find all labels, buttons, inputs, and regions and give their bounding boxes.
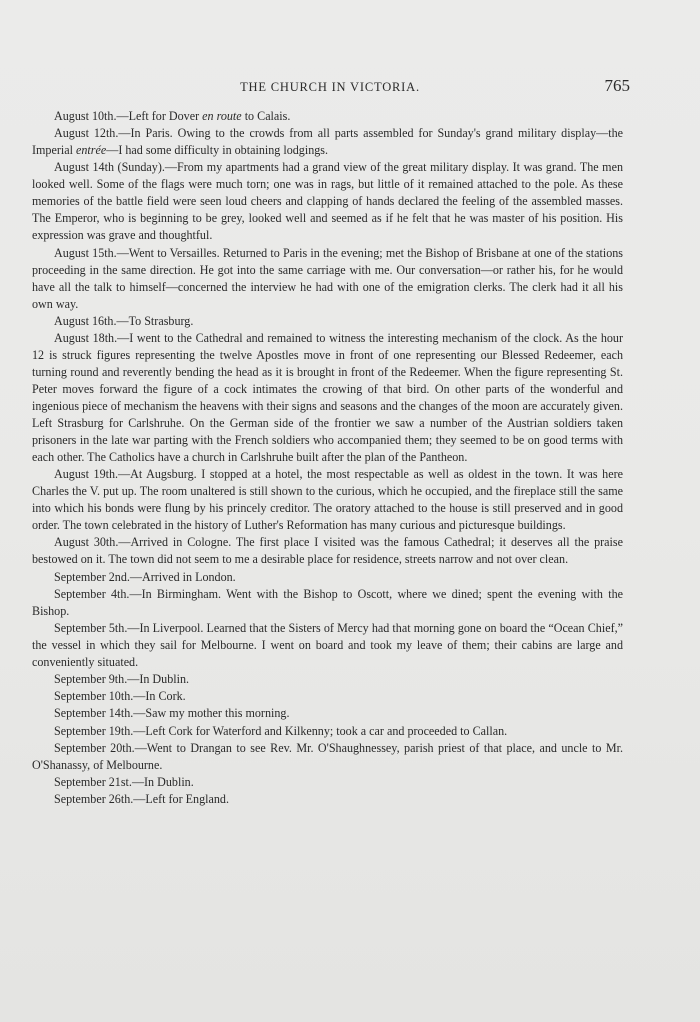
entry-text: —In Cork. — [133, 689, 186, 704]
entry-text: —Arrived in London. — [129, 569, 236, 584]
entry-text: —From my apartments had a grand view of the great military display. It was grand. The men looked well. Some of the flags were much torn; one was in rags, but little of it remained attached to the pole. As these memories of the battle field were seen loud cheers and clapping of hands declared the feeling of the assembled masses. The Emperor, who is beginning to be grey, looked well and seemed as if he felt that he was master of his position. His expression was grave and thoughtful. — [32, 160, 623, 243]
entry-text: —To Strasburg. — [116, 313, 194, 328]
entry-text: —In Paris. Owing to the crowds from all parts assembled for Sunday's grand military display—the Imperial — [32, 126, 623, 158]
diary-entry — [32, 705, 623, 722]
entry-text: —Saw my mother this morning. — [133, 706, 290, 721]
entry-text: —Arrived in Cologne. The first place I visited was the famous Cathedral; it deserves all the praise bestowed on it. The town did not seem to me a desirable place for residence, streets narrow and not over clean. — [32, 535, 623, 567]
diary-entry — [32, 125, 623, 159]
diary-entry — [32, 534, 623, 568]
entry-text: —Left for Dover — [116, 109, 203, 123]
entry-date: August 18th. — [54, 330, 118, 345]
entry-text: —At Augsburg. I stopped at a hotel, the most respectable as well as oldest in the town. It was here Charles the V. put up. The room unaltered is still shown to the curious, which he occupied, and the fireplace still the same into which his bonds were flung by his princely creditor. The oratory attached to the house is still preserved and in good order. The town celebrated in the history of Luther's Reformation has many curious and picturesque buildings. — [32, 467, 623, 533]
entry-date: August 12th. — [54, 126, 119, 141]
entry-italic: entrée — [76, 143, 107, 158]
diary-entry — [32, 108, 623, 125]
diary-entry — [32, 245, 623, 313]
diary-entries — [32, 108, 623, 808]
entry-date: September 9th. — [54, 672, 128, 687]
entry-date: September 26th. — [54, 792, 134, 807]
entry-date: August 14th (Sunday). — [54, 160, 165, 175]
entry-text: —I went to the Cathedral and remained to witness the interesting mechanism of the clock. As the hour 12 is struck figures representing the twelve Apostles move in front of one representing our Blessed Redeemer, each turning round and reverently bending the head as it is brought in front of the Redeemer. When the figure representing St. Peter moves forward the figure of a cock intimates the crowing of that bird. On other parts of the wonderful and ingenious piece of mechanism the heavens with their signs and seasons and the changes of the moon are accurately given. Left Strasburg for Carlshruhe. On the German side of the frontier we saw a number of the Austrian soldiers taken prisoners in the late war parting with the French soldiers who accompanied them; they seemed to be on good terms with each other. The Catholics have a church in Carlshruhe built after the plan of the Pantheon. — [32, 330, 623, 464]
entry-text: —Went to Versailles. Returned to Paris in the evening; met the Bishop of Brisbane at one of the stations proceeding in the same direction. He got into the same carriage with me. Our conversation—or rather his, for he would have all the talk to himself—concerned the interview he had with one of the emigration clerks. The clerk had it all his own way. — [32, 245, 623, 311]
page-header — [32, 78, 628, 100]
diary-entry — [32, 791, 623, 808]
entry-text: —In Birmingham. Went with the Bishop to Oscott, where we dined; spent the evening with the Bishop. — [32, 586, 623, 618]
diary-entry — [32, 159, 623, 244]
entry-text: —Left Cork for Waterford and Kilkenny; took a car and proceeded to Callan. — [133, 723, 508, 738]
entry-date: September 5th. — [54, 620, 128, 635]
entry-italic: en route — [202, 109, 242, 123]
entry-text: —In Dublin. — [127, 672, 190, 687]
diary-entry — [32, 740, 623, 774]
entry-text-tail: to Calais. — [241, 109, 291, 123]
entry-date: August 15th. — [54, 245, 117, 260]
entry-date: September 14th. — [54, 706, 134, 721]
entry-date: September 10th. — [54, 689, 134, 704]
entry-text-tail: —I had some difficulty in obtaining lodgings. — [106, 143, 329, 158]
entry-date: August 16th. — [54, 313, 117, 328]
diary-entry — [32, 688, 623, 705]
page-number: 765 — [604, 76, 630, 95]
diary-entry — [32, 466, 623, 534]
diary-entry — [32, 620, 623, 671]
diary-entry — [32, 313, 623, 330]
diary-entry — [32, 723, 623, 740]
entry-date: September 20th. — [54, 740, 135, 755]
entry-date: September 4th. — [54, 586, 130, 601]
entry-date: September 19th. — [54, 723, 134, 738]
entry-date: August 10th. — [54, 109, 117, 123]
entry-text: —Left for England. — [133, 792, 229, 807]
diary-entry — [32, 330, 623, 466]
entry-date: August 30th. — [54, 535, 119, 550]
diary-entry — [32, 586, 623, 620]
diary-entry — [32, 569, 623, 586]
entry-text: —Went to Drangan to see Rev. Mr. O'Shaughnessey, parish priest of that place, and uncle to Mr. O'Shanassy, of Melbourne. — [32, 740, 623, 772]
diary-entry — [32, 671, 623, 688]
diary-entry — [32, 774, 623, 791]
running-title: THE CHURCH IN VICTORIA. — [240, 80, 420, 94]
entry-date: September 2nd. — [54, 569, 130, 584]
entry-date: August 19th. — [54, 467, 119, 482]
entry-date: September 21st. — [54, 775, 132, 789]
entry-text: —In Liverpool. Learned that the Sisters of Mercy had that morning gone on board the “Ocean Chief,” the vessel in which they sail for Melbourne. I went on board and took my leave of them; their cabins are large and conveniently situated. — [32, 620, 623, 669]
entry-text: —In Dublin. — [131, 775, 194, 789]
